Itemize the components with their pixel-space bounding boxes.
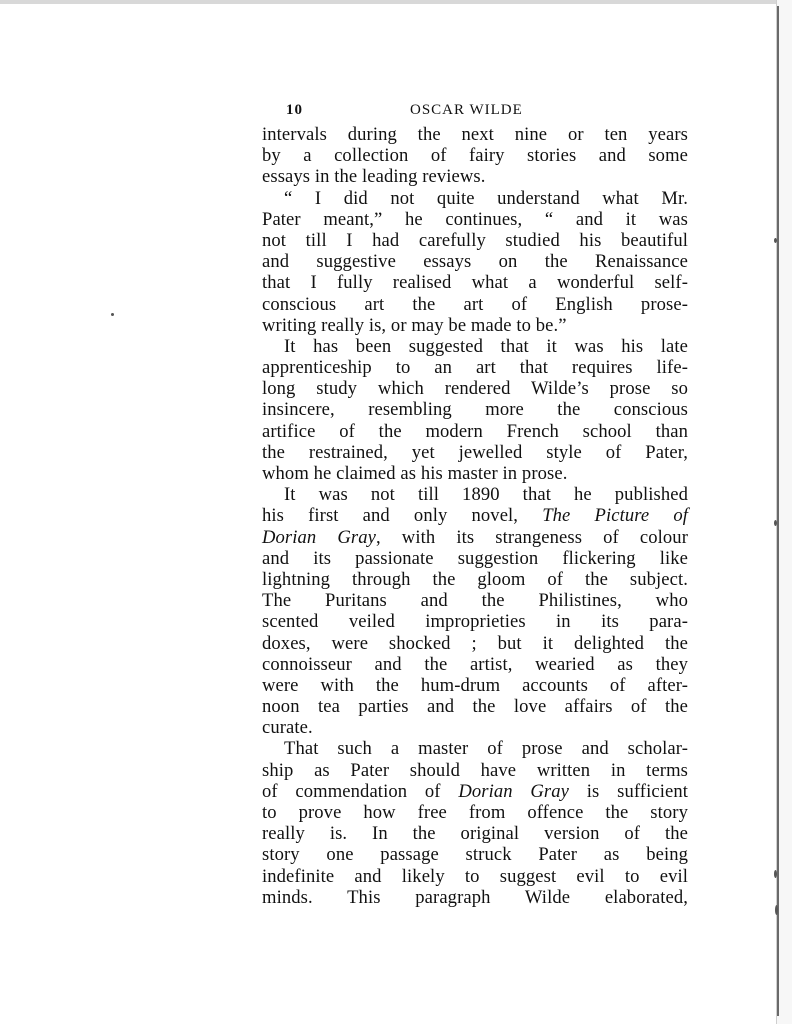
paragraph xyxy=(262,738,688,908)
scan-speck xyxy=(775,905,778,915)
book-page xyxy=(262,98,688,908)
italic-title: Dorian Gray xyxy=(458,780,570,802)
text-line: curate. xyxy=(262,717,313,739)
scan-speck xyxy=(774,520,777,526)
text-line: lightning through the gloom of the subject. xyxy=(262,568,688,590)
text-line: long study which rendered Wilde’s prose so xyxy=(262,378,688,400)
text-line: were with the hum-drum accounts of after- xyxy=(262,674,688,696)
text-line: and its passionate suggestion flickering like xyxy=(262,547,688,569)
text-line: indefinite and likely to suggest evil to evil xyxy=(262,865,688,887)
text-line: ship as Pater should have written in terms xyxy=(262,759,688,781)
page-binding-line xyxy=(777,6,779,1016)
paragraph xyxy=(262,336,688,484)
text-line: apprenticeship to an art that requires life- xyxy=(262,357,688,379)
text-line: It has been suggested that it was his late xyxy=(284,335,688,357)
text-line: “ I did not quite understand what Mr. xyxy=(284,187,688,209)
text-line: That such a master of prose and scholar- xyxy=(284,738,688,760)
paragraph xyxy=(262,484,688,738)
text-line: connoisseur and the artist, wearied as they xyxy=(262,653,688,675)
italic-title: Dorian Gray xyxy=(262,526,376,548)
text-line: to prove how free from offence the story xyxy=(262,802,688,823)
italic-title: The Picture of xyxy=(542,505,689,527)
text-line: intervals during the next nine or ten years xyxy=(262,124,688,145)
text-line: It was not till 1890 that he published xyxy=(284,484,688,506)
text-line: story one passage struck Pater as being xyxy=(262,844,688,866)
scan-top-edge xyxy=(0,0,792,4)
text-line: Pater meant,” he continues, “ and it was xyxy=(262,208,688,230)
text-line: writing really is, or may be made to be.” xyxy=(262,314,567,336)
running-head xyxy=(262,98,688,124)
scan-speck xyxy=(111,313,114,316)
text-line: by a collection of fairy stories and some xyxy=(262,145,688,167)
text-line: essays in the leading reviews. xyxy=(262,166,486,188)
text-line: artifice of the modern French school than xyxy=(262,420,688,442)
body-text xyxy=(262,124,688,908)
text-line: not till I had carefully studied his beautiful xyxy=(262,229,688,251)
text-line: really is. In the original version of the xyxy=(262,823,688,845)
text-line: and suggestive essays on the Renaissance xyxy=(262,251,688,273)
text-line: whom he claimed as his master in prose. xyxy=(262,463,568,484)
paragraph xyxy=(262,124,688,188)
text-line: conscious art the art of English prose- xyxy=(262,293,688,315)
page-number: 10 xyxy=(286,102,303,118)
text-line: doxes, were shocked ; but it delighted the xyxy=(262,632,688,654)
text-line: his first and only novel, The Picture of xyxy=(262,505,689,527)
text-line: that I fully realised what a wonderful self- xyxy=(262,272,688,294)
paragraph xyxy=(262,188,688,336)
text-line: the restrained, yet jewelled style of Pater, xyxy=(262,441,688,463)
text-line: of commendation of Dorian Gray is sufficient xyxy=(262,780,688,802)
text-line: noon tea parties and the love affairs of the xyxy=(262,696,688,718)
text-line: minds. This paragraph Wilde elaborated, xyxy=(262,886,688,908)
text-line: The Puritans and the Philistines, who xyxy=(262,590,688,612)
running-title: OSCAR WILDE xyxy=(410,102,523,118)
scan-speck xyxy=(774,870,777,878)
text-line: Dorian Gray, with its strangeness of colour xyxy=(262,526,688,548)
scan-speck xyxy=(774,238,777,243)
text-line: insincere, resembling more the conscious xyxy=(262,399,688,421)
text-line: scented veiled improprieties in its para- xyxy=(262,611,688,633)
